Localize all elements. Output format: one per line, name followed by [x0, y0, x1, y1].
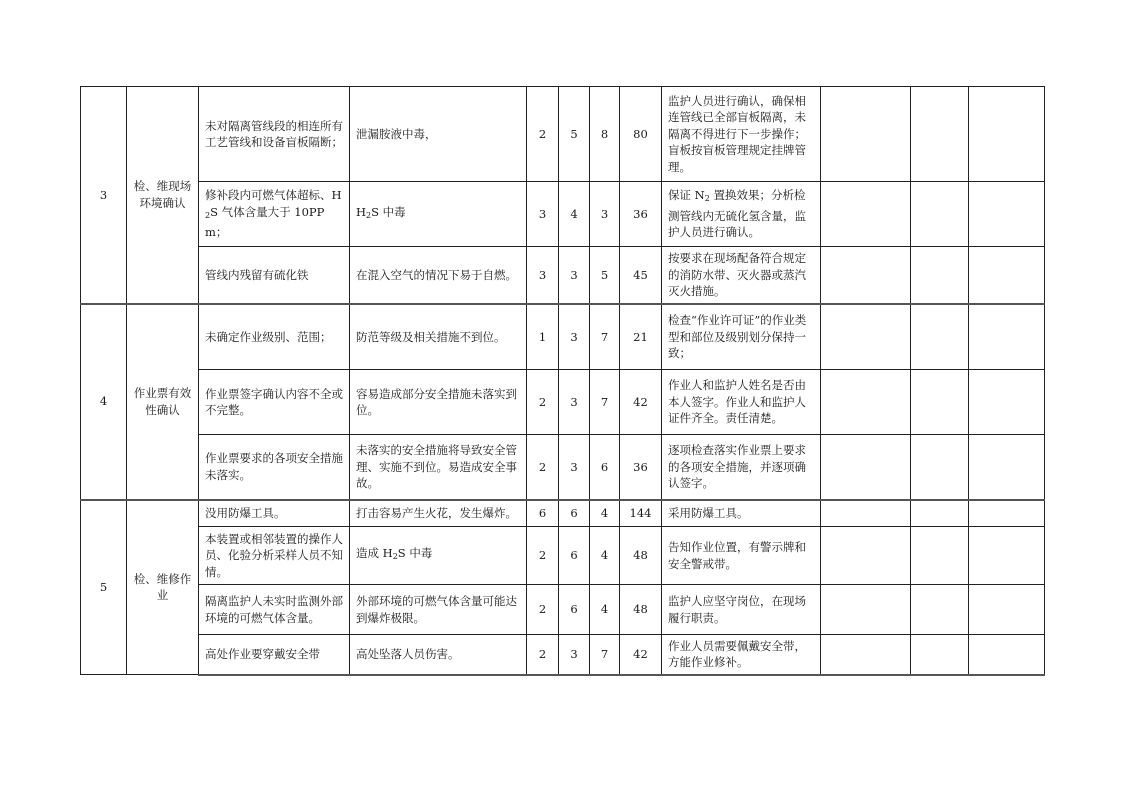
subscript: 2 [366, 210, 372, 220]
exposure-cell: 5 [559, 87, 590, 182]
hazard-cell: 未确定作业级别、范围； [199, 304, 350, 370]
consequence-cell: 未落实的安全措施将导致安全管理、实施不到位。易造成安全事故。 [350, 435, 527, 500]
hazard-cell: 隔离监护人未实时监测外部环境的可燃气体含量。 [199, 585, 350, 635]
consequence-cell [350, 527, 527, 585]
likelihood-cell: 2 [527, 87, 559, 182]
control-measure-cell: 监护人应坚守岗位，在现场履行职责。 [662, 585, 821, 635]
sequence-number: 5 [81, 500, 127, 675]
exposure-cell: 3 [559, 247, 590, 304]
consequence-score-cell: 4 [590, 527, 620, 585]
consequence-cell: 容易造成部分安全措施未落实到位。 [350, 370, 527, 435]
empty-cell [969, 585, 1045, 635]
empty-cell [911, 527, 969, 585]
empty-cell [911, 304, 969, 370]
table-row [81, 304, 1045, 370]
empty-cell [821, 635, 911, 675]
risk-assessment-table [80, 86, 1045, 676]
control-measure-cell: 告知作业位置，有警示牌和安全警戒带。 [662, 527, 821, 585]
hazard-text: 修补段内可燃气体超标、H [205, 188, 342, 203]
consequence-cell: 泄漏胺液中毒， [350, 87, 527, 182]
empty-cell [821, 370, 911, 435]
measure-text: 保证 N [668, 188, 705, 203]
consequence-text: H [356, 204, 367, 219]
likelihood-cell: 1 [527, 304, 559, 370]
risk-score-cell: 36 [620, 435, 662, 500]
risk-score-cell: 80 [620, 87, 662, 182]
empty-cell [821, 500, 911, 527]
table-row [81, 585, 1045, 635]
empty-cell [911, 585, 969, 635]
empty-cell [969, 247, 1045, 304]
sequence-number: 4 [81, 304, 127, 500]
consequence-score-cell: 4 [590, 500, 620, 527]
consequence-score-cell: 7 [590, 370, 620, 435]
control-measure-cell: 监护人员进行确认，确保相连管线已全部盲板隔离，未隔离不得进行下一步操作；盲板按盲板管理规定挂牌管理。 [662, 87, 821, 182]
empty-cell [911, 87, 969, 182]
work-stage: 检、维现场环境确认 [127, 87, 199, 304]
exposure-cell: 3 [559, 304, 590, 370]
exposure-cell: 3 [559, 435, 590, 500]
likelihood-cell: 2 [527, 435, 559, 500]
control-measure-cell: 按要求在现场配备符合规定的消防水带、灭火器或蒸汽灭火措施。 [662, 247, 821, 304]
risk-score-cell: 144 [620, 500, 662, 527]
risk-score-cell: 45 [620, 247, 662, 304]
work-stage: 检、维修作业 [127, 500, 199, 675]
table-row [81, 527, 1045, 585]
hazard-cell: 本装置或相邻装置的操作人员、化验分析采样人员不知情。 [199, 527, 350, 585]
empty-cell [821, 585, 911, 635]
empty-cell [969, 435, 1045, 500]
control-measure-cell: 逐项检查落实作业票上要求的各项安全措施，并逐项确认签字。 [662, 435, 821, 500]
empty-cell [969, 635, 1045, 675]
control-measure-cell [662, 182, 821, 247]
likelihood-cell: 2 [527, 585, 559, 635]
likelihood-cell: 2 [527, 370, 559, 435]
empty-cell [821, 87, 911, 182]
likelihood-cell: 3 [527, 182, 559, 247]
empty-cell [969, 527, 1045, 585]
empty-cell [969, 182, 1045, 247]
table-row [81, 435, 1045, 500]
consequence-text: S 中毒 [371, 204, 406, 219]
risk-score-cell: 42 [620, 370, 662, 435]
consequence-cell: 防范等级及相关措施不到位。 [350, 304, 527, 370]
exposure-cell: 4 [559, 182, 590, 247]
subscript: 2 [392, 552, 398, 562]
hazard-cell: 未对隔离管线段的相连所有工艺管线和设备盲板隔断； [199, 87, 350, 182]
empty-cell [911, 247, 969, 304]
likelihood-cell: 6 [527, 500, 559, 527]
control-measure-cell: 检查“作业许可证”的作业类型和部位及级别划分保持一致； [662, 304, 821, 370]
empty-cell [911, 370, 969, 435]
risk-score-cell: 42 [620, 635, 662, 675]
hazard-cell: 作业票要求的各项安全措施未落实。 [199, 435, 350, 500]
subscript: 2 [704, 194, 710, 204]
empty-cell [969, 500, 1045, 527]
consequence-score-cell: 7 [590, 304, 620, 370]
hazard-cell: 管线内残留有硫化铁 [199, 247, 350, 304]
hazard-cell: 作业票签字确认内容不全或不完整。 [199, 370, 350, 435]
empty-cell [821, 304, 911, 370]
measure-text: 置换效果；分析检测管线内无硫化氢含量，监护人员进行确认。 [668, 188, 806, 240]
table-row [81, 635, 1045, 675]
empty-cell [911, 182, 969, 247]
exposure-cell: 6 [559, 500, 590, 527]
hazard-cell [199, 182, 350, 247]
empty-cell [821, 182, 911, 247]
exposure-cell: 6 [559, 527, 590, 585]
risk-score-cell: 36 [620, 182, 662, 247]
likelihood-cell: 2 [527, 635, 559, 675]
consequence-cell: 外部环境的可燃气体含量可能达到爆炸极限。 [350, 585, 527, 635]
consequence-score-cell: 4 [590, 585, 620, 635]
table-row [81, 500, 1045, 527]
likelihood-cell: 3 [527, 247, 559, 304]
risk-score-cell: 48 [620, 527, 662, 585]
empty-cell [821, 435, 911, 500]
control-measure-cell: 作业人员需要佩戴安全带，方能作业修补。 [662, 635, 821, 675]
likelihood-cell: 2 [527, 527, 559, 585]
consequence-cell: 打击容易产生火花，发生爆炸。 [350, 500, 527, 527]
consequence-cell: 在混入空气的情况下易于自燃。 [350, 247, 527, 304]
empty-cell [969, 370, 1045, 435]
empty-cell [911, 635, 969, 675]
risk-score-cell: 21 [620, 304, 662, 370]
empty-cell [821, 247, 911, 304]
subscript: 2 [205, 210, 211, 220]
control-measure-cell: 作业人和监护人姓名是否由本人签字。作业人和监护人证件齐全。责任清楚。 [662, 370, 821, 435]
exposure-cell: 3 [559, 635, 590, 675]
exposure-cell: 3 [559, 370, 590, 435]
consequence-score-cell: 6 [590, 435, 620, 500]
empty-cell [911, 435, 969, 500]
table-row [81, 247, 1045, 304]
consequence-text: S 中毒 [397, 546, 433, 561]
consequence-score-cell: 5 [590, 247, 620, 304]
empty-cell [969, 304, 1045, 370]
table-row [81, 182, 1045, 247]
sequence-number: 3 [81, 87, 127, 304]
hazard-cell: 高处作业要穿戴安全带 [199, 635, 350, 675]
exposure-cell: 6 [559, 585, 590, 635]
empty-cell [821, 527, 911, 585]
work-stage: 作业票有效性确认 [127, 304, 199, 500]
consequence-text: 造成 H [356, 546, 393, 561]
empty-cell [911, 500, 969, 527]
table-row [81, 370, 1045, 435]
consequence-score-cell: 7 [590, 635, 620, 675]
empty-cell [969, 87, 1045, 182]
risk-score-cell: 48 [620, 585, 662, 635]
consequence-cell: 高处坠落人员伤害。 [350, 635, 527, 675]
table-row [81, 87, 1045, 182]
consequence-score-cell: 8 [590, 87, 620, 182]
consequence-cell [350, 182, 527, 247]
control-measure-cell: 采用防爆工具。 [662, 500, 821, 527]
hazard-text: S 气体含量大于 10PPm； [205, 204, 325, 240]
consequence-score-cell: 3 [590, 182, 620, 247]
hazard-cell: 没用防爆工具。 [199, 500, 350, 527]
